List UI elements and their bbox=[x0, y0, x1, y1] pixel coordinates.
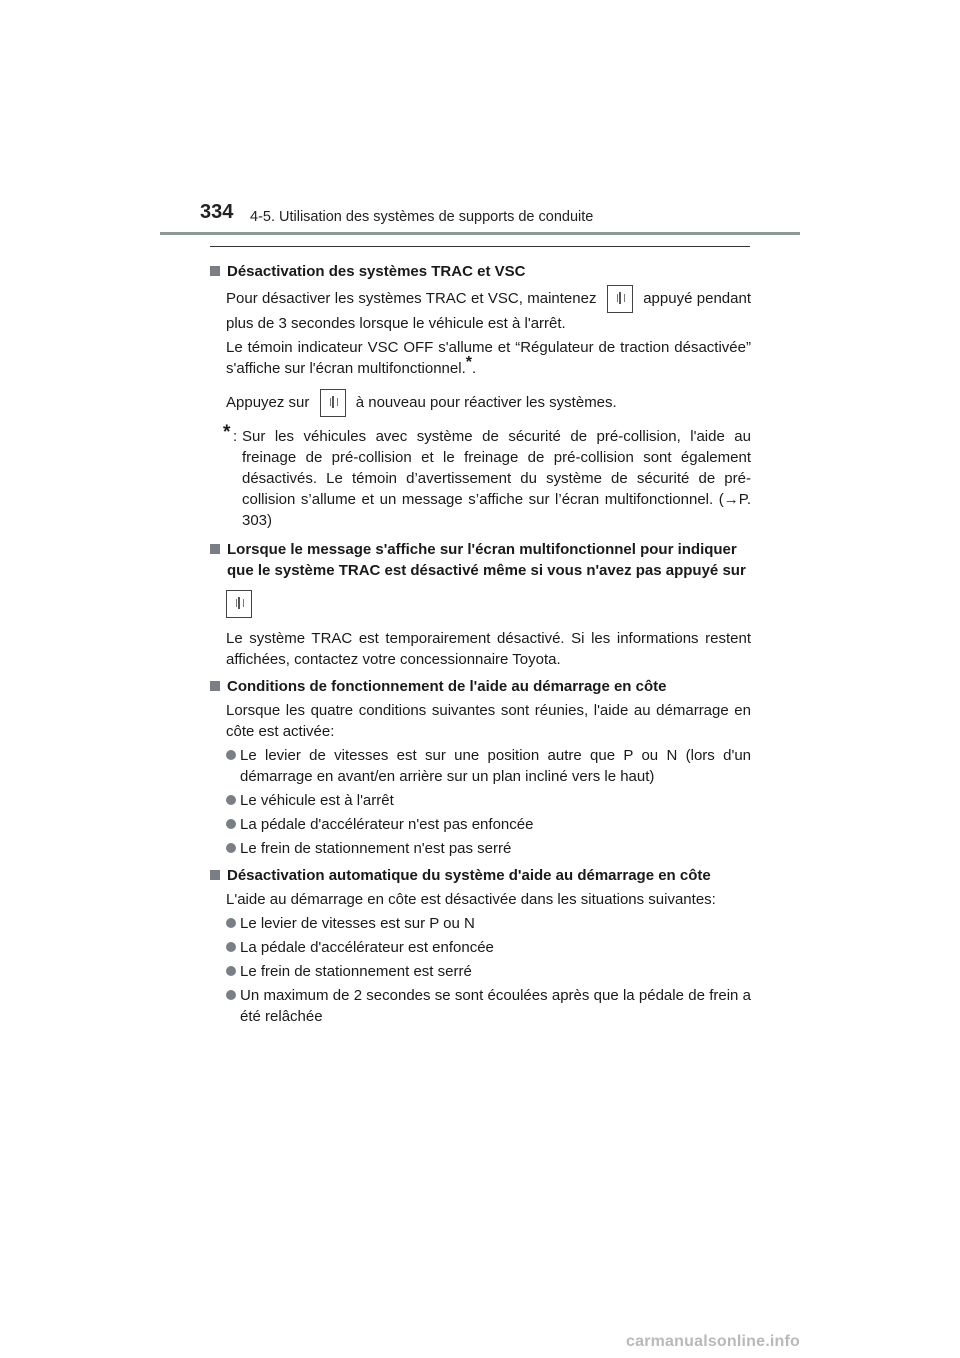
round-bullet-icon bbox=[226, 843, 236, 853]
list-item: Le véhicule est à l'arrêt bbox=[210, 790, 751, 811]
trac-vsc-off-switch-icon bbox=[607, 285, 633, 313]
list-item: Le levier de vitesses est sur P ou N bbox=[210, 913, 751, 934]
round-bullet-icon bbox=[226, 795, 236, 805]
section-title: 4-5. Utilisation des systèmes de supports de conduite bbox=[250, 209, 594, 225]
paragraph-reactivate: Appuyez sur à nouveau pour réactiver les systèmes. bbox=[210, 389, 751, 417]
square-bullet-icon bbox=[210, 544, 220, 554]
content-rule bbox=[210, 246, 750, 247]
heading-trac-vsc-off: Désactivation des systèmes TRAC et VSC bbox=[210, 261, 751, 282]
round-bullet-icon bbox=[226, 942, 236, 952]
list-item: Le levier de vitesses est sur une position autre que P ou N (lors d'un démarrage en avant/en arrière sur un plan incliné vers le haut) bbox=[210, 745, 751, 787]
square-bullet-icon bbox=[210, 681, 220, 691]
paragraph-disable-instructions: Pour désactiver les systèmes TRAC et VSC, maintenez appuyé pendant plus de 3 secondes lorsque le véhicule est à l'arrêt. bbox=[210, 285, 751, 334]
list-item: Un maximum de 2 secondes se sont écoulées après que la pédale de frein a été relâchée bbox=[210, 985, 751, 1027]
round-bullet-icon bbox=[226, 990, 236, 1000]
paragraph-trac-temporary: Le système TRAC est temporairement désactivé. Si les informations restent affichées, contactez votre concessionnaire Toyota. bbox=[226, 630, 751, 668]
round-bullet-icon bbox=[226, 750, 236, 760]
square-bullet-icon bbox=[210, 266, 220, 276]
footnote: * : Sur les véhicules avec système de sécurité de pré-collision, l'aide au freinage de pré-collision et le freinage de pré-collision sont également désactivés. Le témoin d’avertissement du système de sécurité de pré-collision s’allume et un message s’affiche sur l’écran multifonctionnel. (→P. 303) bbox=[223, 422, 751, 529]
round-bullet-icon bbox=[226, 966, 236, 976]
round-bullet-icon bbox=[226, 918, 236, 928]
list-item: La pédale d'accélérateur n'est pas enfoncée bbox=[210, 814, 751, 835]
list-item: La pédale d'accélérateur est enfoncée bbox=[210, 937, 751, 958]
heading-hill-start-auto-off: Désactivation automatique du système d'aide au démarrage en côte bbox=[210, 865, 751, 886]
page-number: 334 bbox=[200, 201, 234, 223]
paragraph-hill-start-off-intro: L'aide au démarrage en côte est désactivée dans les situations suivantes: bbox=[226, 891, 716, 908]
list-item: Le frein de stationnement n'est pas serré bbox=[210, 838, 751, 859]
square-bullet-icon bbox=[210, 870, 220, 880]
switch-icon-row bbox=[210, 590, 751, 618]
footnote-marker: * bbox=[465, 354, 472, 371]
heading-hill-start-conditions: Conditions de fonctionnement de l'aide au démarrage en côte bbox=[210, 676, 751, 697]
trac-vsc-off-switch-icon bbox=[320, 389, 346, 417]
paragraph-hill-start-intro: Lorsque les quatre conditions suivantes sont réunies, l'aide au démarrage en côte est activée: bbox=[226, 702, 751, 740]
round-bullet-icon bbox=[226, 819, 236, 829]
heading-trac-message: Lorsque le message s'affiche sur l'écran multifonctionnel pour indiquer que le système TRAC est désactivé même si vous n'avez pas appuyé sur bbox=[210, 539, 751, 581]
paragraph-indicator: Le témoin indicateur VSC OFF s'allume et “Régulateur de traction désactivée” s'affiche sur l'écran multifonctionnel.*. bbox=[226, 339, 751, 377]
list-item: Le frein de stationnement est serré bbox=[210, 961, 751, 982]
watermark: carmanualsonline.info bbox=[626, 1333, 801, 1350]
content bbox=[210, 255, 751, 1030]
trac-vsc-off-switch-icon bbox=[226, 590, 252, 618]
header-rule bbox=[160, 232, 800, 235]
